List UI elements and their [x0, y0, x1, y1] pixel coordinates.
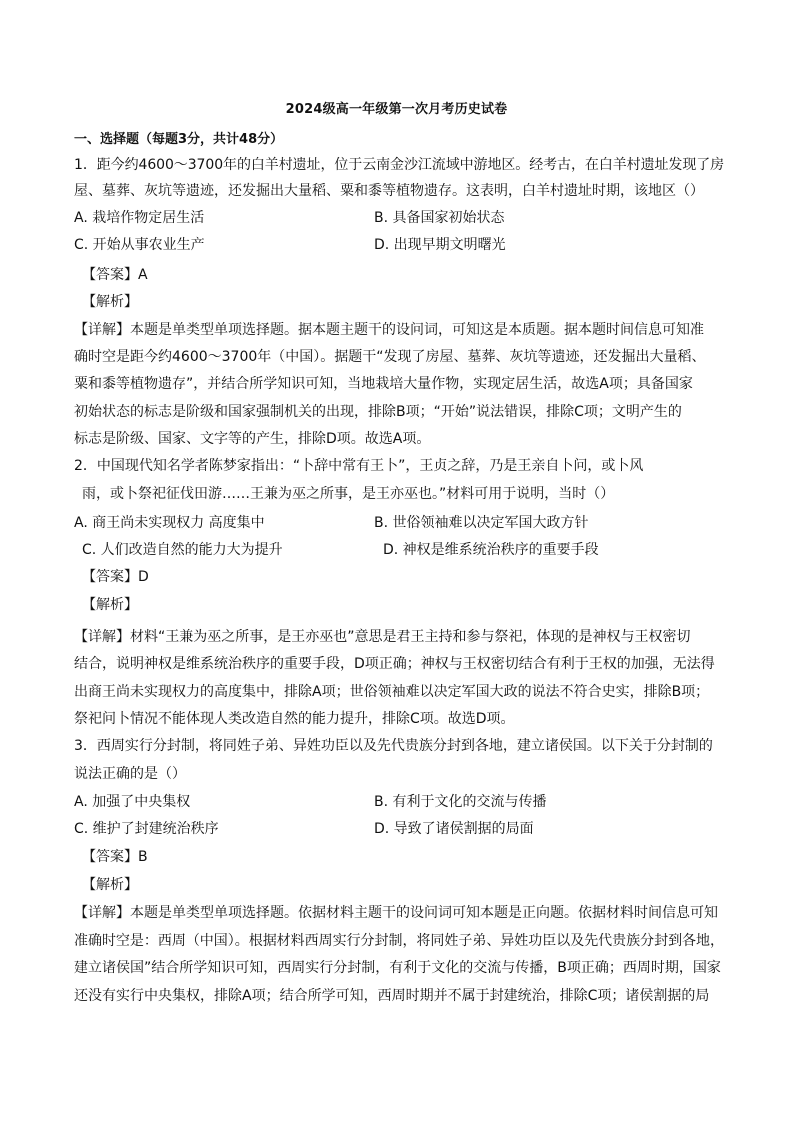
question-1-option-c: C. 开始从事农业生产 [74, 237, 205, 253]
question-2-stem-line-2: 雨，或卜祭祀征伐田游……王兼为巫之所事，是王亦巫也。”材料可用于说明，当时（） [82, 486, 615, 502]
question-1-answer: 【答案】A [82, 267, 148, 283]
question-1-detail-line-1: 【详解】本题是单类型单项选择题。据本题主题干的设问词，可知这是本质题。据本题时间信息可知准 [74, 322, 704, 338]
question-3-option-c: C. 维护了封建统治秩序 [74, 821, 219, 837]
question-2-detail-line-4: 祭祀问卜情况不能体现人类改造自然的能力提升，排除C项。故选D项。 [74, 711, 515, 727]
question-3-option-a: A. 加强了中央集权 [74, 794, 191, 810]
question-3-detail-line-3: 建立诸侯国”结合所学知识可知，西周实行分封制，有利于文化的交流与传播，B项正确；西周时期，国家 [74, 960, 721, 976]
question-3-option-b: B. 有利于文化的交流与传播 [374, 794, 547, 810]
question-1-detail-line-2: 确时空是距今约4600～3700年（中国）。据题干“发现了房屋、墓葬、灰坑等遗迹，还发掘出大量稻、 [74, 349, 706, 365]
exam-title: 2024级高一年级第一次月考历史试卷 [285, 102, 508, 117]
question-3-stem-line-2: 说法正确的是（） [74, 766, 186, 782]
question-2-stem-line-1: 2．中国现代知名学者陈梦家指出：“卜辞中常有王卜”，王贞之辞，乃是王亲自卜问，或卜风 [74, 458, 644, 474]
section-heading: 一、选择题（每题3分，共计48分） [74, 132, 284, 147]
question-3-stem-line-1: 3．西周实行分封制，将同姓子弟、异姓功臣以及先代贵族分封到各地，建立诸侯国。以下关于分封制的 [74, 738, 713, 754]
question-3-option-d: D. 导致了诸侯割据的局面 [374, 821, 534, 837]
question-3-analysis-label: 【解析】 [82, 877, 138, 893]
question-1-detail-line-4: 初始状态的标志是阶级和国家强制机关的出现，排除B项；“开始”说法错误，排除C项；文明产生的 [74, 404, 682, 420]
question-3-detail-line-4: 还没有实行中央集权，排除A项；结合所学可知，西周时期并不属于封建统治，排除C项；诸侯割据的局 [74, 988, 710, 1004]
question-2-option-d: D. 神权是维系统治秩序的重要手段 [383, 542, 599, 558]
question-2-option-c: C. 人们改造自然的能力大为提升 [82, 542, 283, 558]
question-3-detail-line-1: 【详解】本题是单类型单项选择题。依据材料主题干的设问词可知本题是正向题。依据材料时间信息可知 [74, 905, 718, 921]
question-1-option-a: A. 栽培作物定居生活 [74, 210, 205, 226]
question-3-answer: 【答案】B [82, 849, 148, 865]
question-3-detail-line-2: 准确时空是：西周（中国）。根据材料西周实行分封制，将同姓子弟、异姓功臣以及先代贵族分封到各地， [74, 933, 724, 949]
question-1-stem-line-2: 屋、墓葬、灰坑等遗迹，还发掘出大量稻、粟和黍等植物遗存。这表明，白羊村遗址时期，该地区（） [74, 183, 704, 199]
question-2-detail-line-3: 出商王尚未实现权力的高度集中，排除A项；世俗领袖难以决定军国大政的说法不符合史实，排除B项； [74, 684, 710, 700]
question-1-option-b: B. 具备国家初始状态 [374, 210, 505, 226]
question-1-detail-line-5: 标志是阶级、国家、文字等的产生，排除D项。故选A项。 [74, 431, 431, 447]
question-2-analysis-label: 【解析】 [82, 597, 138, 613]
question-1-option-d: D. 出现早期文明曙光 [374, 237, 506, 253]
question-1-stem-line-1: 1．距今约4600～3700年的白羊村遗址，位于云南金沙江流域中游地区。经考古，在白羊村遗址发现了房 [74, 157, 725, 173]
question-2-option-b: B. 世俗领袖难以决定军国大政方针 [374, 515, 589, 531]
question-2-detail-line-1: 【详解】材料“王兼为巫之所事，是王亦巫也”意思是君王主持和参与祭祀，体现的是神权与王权密切 [74, 629, 691, 645]
question-1-analysis-label: 【解析】 [82, 294, 138, 310]
question-1-detail-line-3: 粟和黍等植物遗存”，并结合所学知识可知，当地栽培大量作物，实现定居生活，故选A项；具备国家 [74, 376, 693, 392]
question-2-detail-line-2: 结合，说明神权是维系统治秩序的重要手段，D项正确；神权与王权密切结合有利于王权的加强，无法得 [74, 656, 715, 672]
question-2-answer: 【答案】D [82, 569, 149, 585]
question-2-option-a: A. 商王尚未实现权力 高度集中 [74, 515, 265, 531]
